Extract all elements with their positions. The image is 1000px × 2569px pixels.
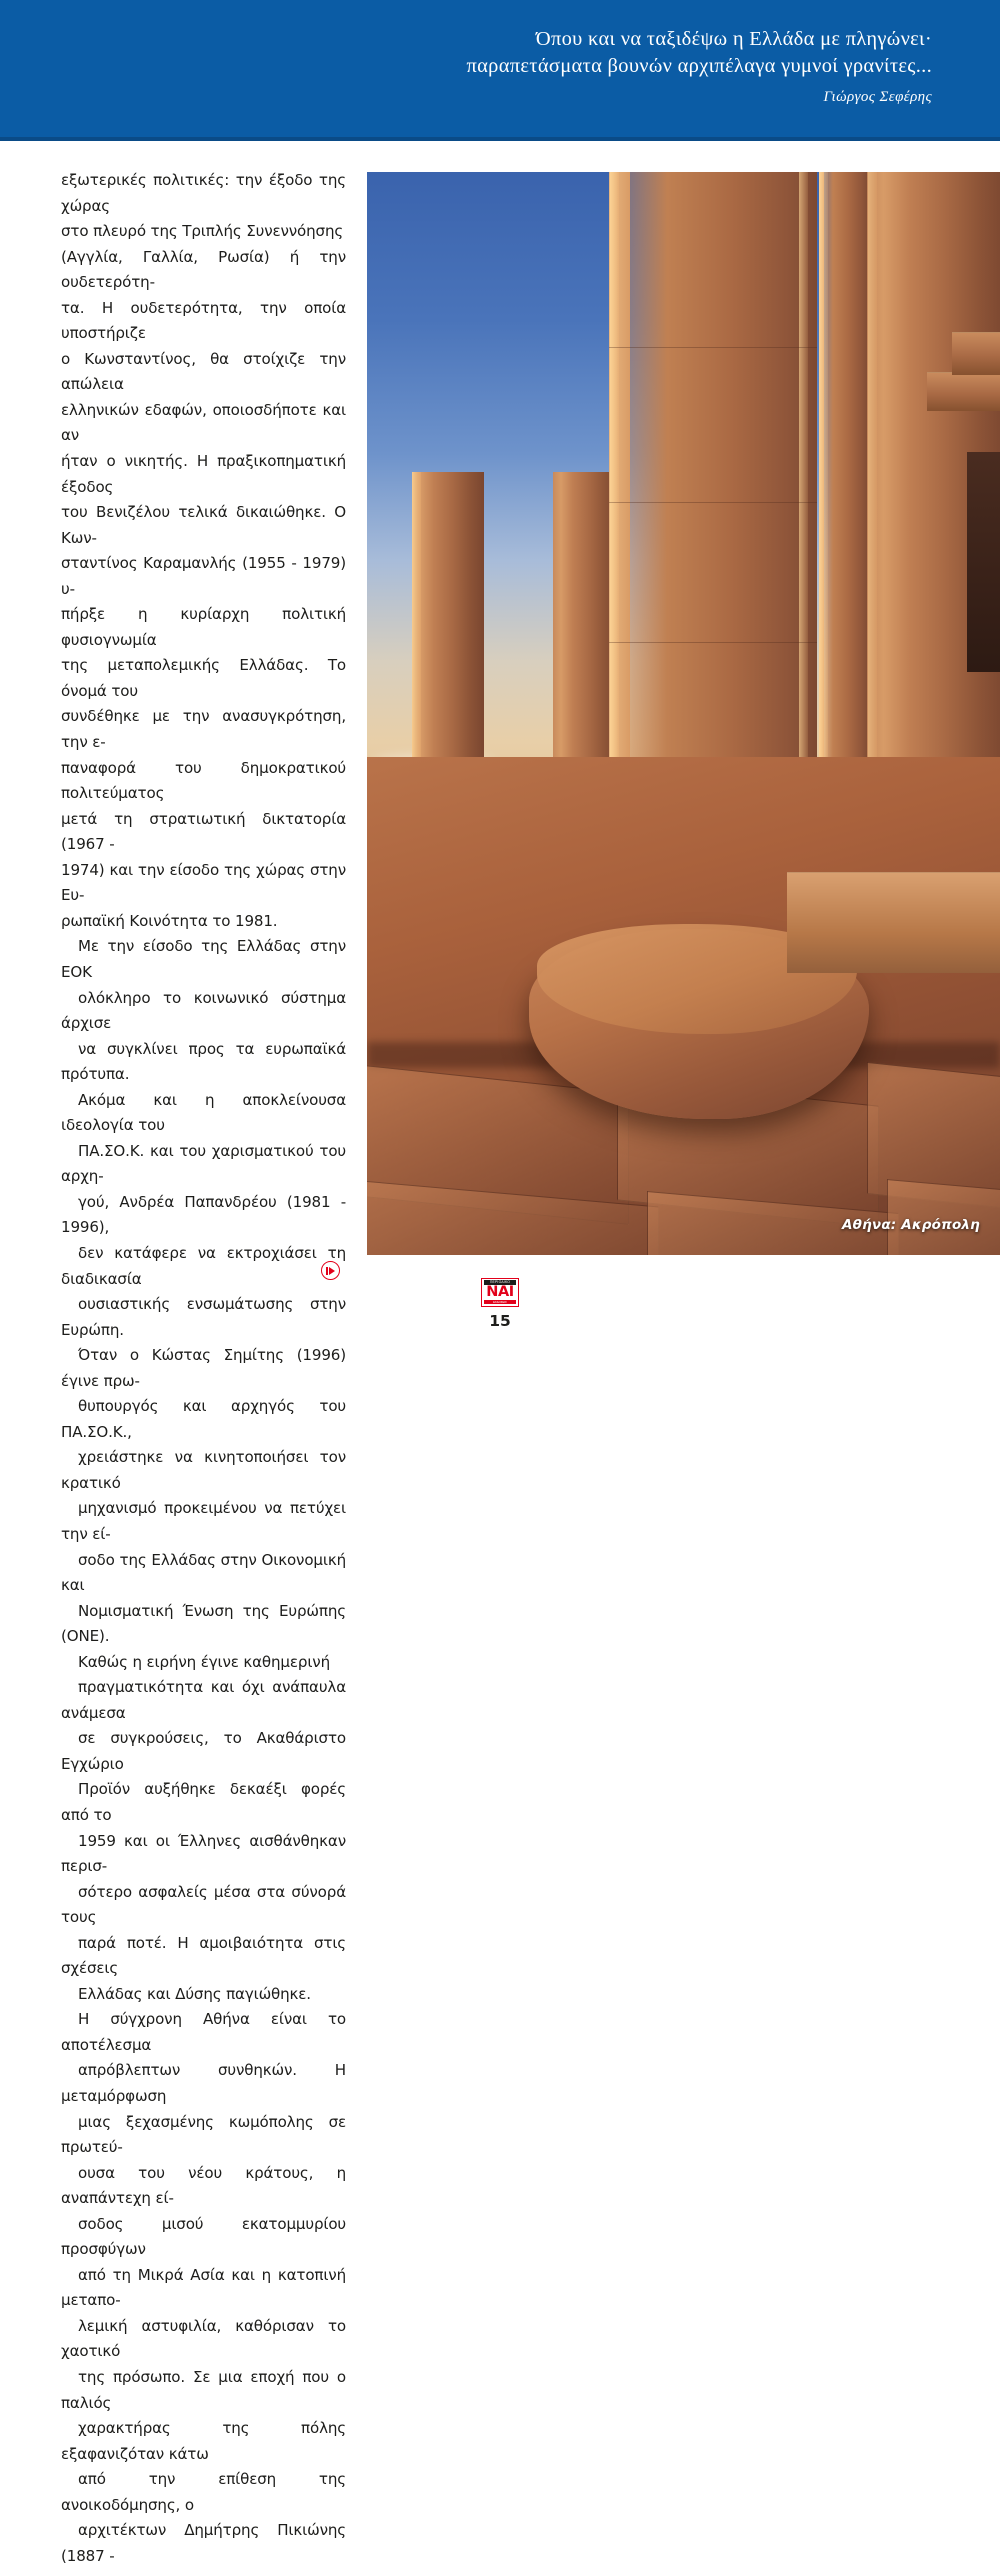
text-line: 1974) και την είσοδο της χώρας στην Ευ- (61, 860, 346, 905)
play-bar (326, 1267, 329, 1275)
text-line: παναφορά του δημοκρατικού πολιτεύματος (61, 758, 346, 803)
play-triangle (329, 1267, 335, 1275)
text-line: παρά ποτέ. Η αμοιβαιότητα στις σχέσεις (61, 1933, 346, 1978)
logo-top-bar: ΠΕΡΙΟΔΙΚΟ (484, 1280, 516, 1285)
text-line: ΠΑ.ΣΟ.Κ. και του χαρισματικού του αρχη- (61, 1141, 346, 1186)
text-line: σταντίνος Καραμανλής (1955 - 1979) υ- (61, 554, 346, 598)
step-block-right (787, 872, 1000, 973)
text-line: τα. Η ουδετερότητα, την οποία υποστήριζε (61, 298, 346, 343)
magazine-logo (481, 1278, 519, 1307)
text-line: της πρόσωπο. Σε μια εποχή που ο παλιός (61, 2368, 346, 2412)
text-line: εξωτερικές πολιτικές: την έξοδο της χώρας (61, 171, 346, 215)
text-line: ρωπαϊκή Κοινότητα το 1981. (61, 911, 278, 930)
text-line: πήρξε η κυρίαρχη πολιτική φυσιογνωμία (61, 605, 346, 649)
text-line: του Βενιζέλου τελικά δικαιώθηκε. Ο Κων- (61, 503, 346, 547)
text-line: μιας ξεχασμένης κωμόπολης σε πρωτεύ- (61, 2112, 346, 2157)
photo-caption: Αθήνα: Ακρόπολη (842, 1217, 980, 1233)
drum-joint (609, 347, 817, 348)
paragraph (61, 2007, 346, 2569)
quote-line-2: παραπετάσματα βουνών αρχιπέλαγα γυμνοί γρανίτες... (466, 55, 932, 77)
quote-line-1: Όπου και να ταξιδέψω η Ελλάδα με πληγώνει· (535, 28, 932, 50)
article-text-column (61, 168, 346, 2569)
text-line: της μεταπολεμικής Ελλάδας. Το όνομά του (61, 656, 346, 700)
text-line: πραγματικότητα και όχι ανάπαυλα ανάμεσα (61, 1678, 346, 1722)
paragraph (61, 1650, 346, 2008)
architrave-right (927, 372, 1000, 411)
text-line: δεν κατάφερε να εκτροχιάσει τη διαδικασία (61, 1243, 346, 1288)
text-line: λεμική αστυφιλία, καθόρισαν το χαοτικό (61, 2316, 346, 2361)
text-line: μηχανισμό προκειμένου να πετύχει την εί- (61, 1499, 346, 1543)
text-line: από τη Μικρά Ασία και η κατοπινή μεταπο- (61, 2265, 346, 2310)
text-line: χρειάστηκε να κινητοποιήσει τον κρατικό (61, 1448, 346, 1492)
text-line: Προϊόν αυξήθηκε δεκαέξι φορές από το (61, 1780, 346, 1824)
text-line: σοδος μισού εκατομμυρίου προσφύγων (61, 2214, 346, 2259)
text-line: (Αγγλία, Γαλλία, Ρωσία) ή την ουδετερότη- (61, 247, 346, 292)
drum-joint (609, 502, 817, 503)
photo-artwork (367, 172, 1000, 1255)
text-line: σότερο ασφαλείς μέσα στα σύνορά τους (61, 1882, 346, 1927)
page-header-band (0, 0, 1000, 141)
text-line: ήταν ο νικητής. Η πραξικοπηματική έξοδος (61, 452, 346, 496)
text-line: από την επίθεση της ανοικοδόμησης, ο (61, 2470, 346, 2514)
quote-attribution: Γιώργος Σεφέρης (823, 89, 932, 105)
paragraph (61, 168, 346, 934)
text-line: απρόβλεπτων συνθηκών. Η μεταμόρφωση (61, 2061, 346, 2106)
text-line: γού, Ανδρέα Παπανδρέου (1981 - 1996), (61, 1192, 346, 1237)
text-line: μετά τη στρατιωτική δικτατορία (1967 - (61, 809, 346, 854)
text-line: Ελλάδας και Δύσης παγιώθηκε. (78, 1984, 311, 2003)
text-line: θυπουργός και αρχηγός του ΠΑ.ΣΟ.Κ., (61, 1397, 346, 1441)
text-line: Νομισματική Ένωση της Ευρώπης (ΟΝΕ). (61, 1601, 346, 1646)
text-line: ολόκληρο το κοινωνικό σύστημα άρχισε (61, 988, 346, 1033)
text-line: να συγκλίνει προς τα ευρωπαϊκά πρότυπα. (61, 1039, 346, 1084)
logo-wordmark: ΝΑΙ (486, 1284, 514, 1300)
doorway-shadow-right (967, 452, 1000, 672)
text-line: Με την είσοδο της Ελλάδας στην ΕΟΚ (61, 937, 346, 981)
text-line: στο πλευρό της Τριπλής Συνεννόησης (61, 222, 344, 241)
text-line: αρχιτέκτων Δημήτρης Πικιώνης (1887 - (61, 2521, 346, 2565)
text-line: Η σύγχρονη Αθήνα είναι το αποτέλεσμα (61, 2010, 346, 2054)
text-line: σοδο της Ελλάδας στην Οικονομική και (61, 1550, 346, 1595)
text-line: ο Κωνσταντίνος, θα στοίχιζε την απώλεια (61, 349, 346, 394)
logo-bottom-bar: ΕΚΔΟΣΕΙΣ (484, 1300, 516, 1304)
text-line: Καθώς η ειρήνη έγινε καθημερινή (78, 1652, 330, 1671)
text-line: συνδέθηκε με την ανασυγκρότηση, την ε- (61, 707, 346, 752)
page-footer (0, 1278, 1000, 1330)
page-number: 15 (489, 1312, 511, 1330)
drum-joint (609, 642, 817, 643)
text-line: 1959 και οι Έλληνες αισθάνθηκαν περισ- (61, 1831, 346, 1876)
text-line: ουσιαστικής ενσωμάτωσης στην Ευρώπη. (61, 1295, 346, 1339)
text-line: ουσα του νέου κράτους, η αναπάντεχη εί- (61, 2163, 346, 2208)
text-line: Όταν ο Κώστας Σημίτης (1996) έγινε πρω- (61, 1346, 346, 1390)
text-line: χαρακτήρας της πόλης εξαφανιζόταν κάτω (61, 2419, 346, 2463)
epigraph-quote (212, 26, 932, 106)
acropolis-photo (367, 172, 1000, 1255)
text-line: σε συγκρούσεις, το Ακαθάριστο Εγχώριο (61, 1729, 346, 1773)
text-line: Ακόμα και η αποκλείνουσα ιδεολογία του (61, 1090, 346, 1135)
text-line: ελληνικών εδαφών, οποιοσδήποτε και αν (61, 400, 346, 445)
architrave-right (952, 332, 1000, 375)
